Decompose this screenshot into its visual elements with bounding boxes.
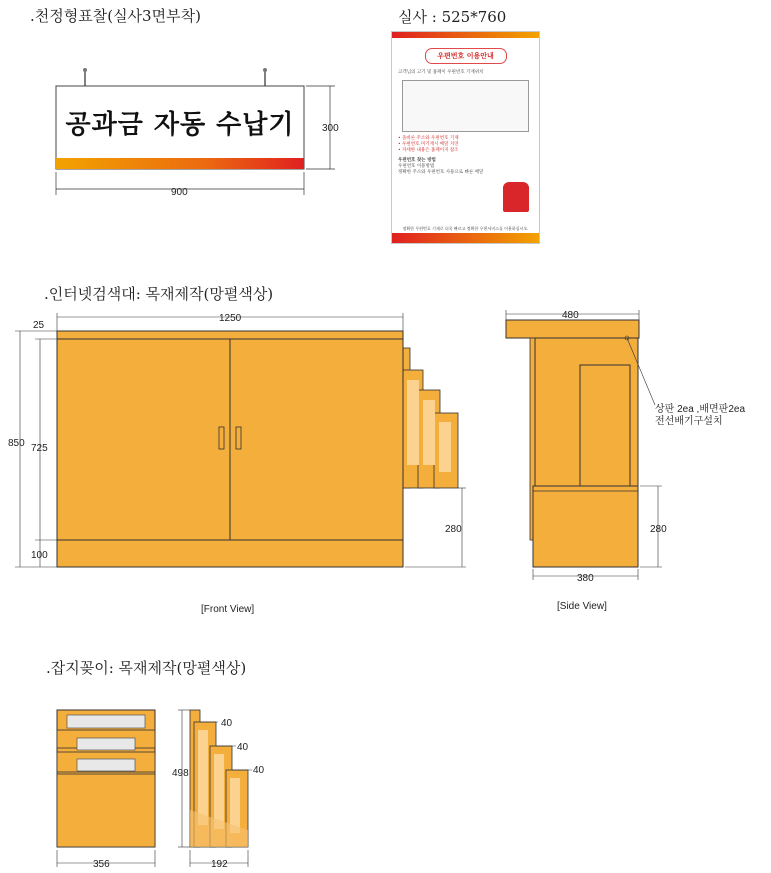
side-note-line1: 상판 2ea ,배면판2ea (655, 404, 746, 415)
side-view-label: [Side View] (557, 601, 607, 612)
sign-text: 공과금 자동 수납기 (65, 110, 295, 140)
rack-width-dim: 356 (93, 859, 110, 870)
desk-side-view (506, 310, 662, 580)
poster-envelope-diagram (402, 80, 529, 132)
poster-top-bar (392, 32, 539, 38)
rack-height-dim: 498 (172, 768, 189, 779)
front-view-label: [Front View] (201, 604, 255, 615)
desk-total-height-dim: 850 (8, 438, 25, 449)
poster-red-line-3: • 자세한 내용은 홈페이지 참조 (398, 148, 459, 153)
rack-section-title: .잡지꽂이: 목재제작(망펼색상) (46, 659, 247, 677)
desk-top-dim: 25 (33, 320, 45, 331)
poster-line-2: 우편번호 이용방법 (398, 164, 435, 169)
poster-section-title: 실사 : 525*760 (398, 8, 507, 26)
sign-section-title: .천정형표찰(실사3면부착) (30, 7, 201, 25)
poster-bottom-bar (392, 233, 539, 243)
door-handle-left (219, 427, 224, 449)
door-handle-right (236, 427, 241, 449)
magazine-rack-side (178, 710, 252, 867)
desk-rack-dim: 280 (445, 524, 462, 535)
desk-front-view (15, 313, 466, 567)
poster-heading: 우편번호 이용안내 (425, 48, 507, 64)
desk-body-dim: 725 (31, 443, 48, 454)
poster-footer: 정확한 우편번호 기재로 더욱 빠르고 정확한 우편서비스를 이용하십시오. (402, 226, 529, 231)
poster-section2: 우편번호 찾는 방법 (398, 158, 436, 163)
side-rack-dim: 280 (650, 524, 667, 535)
poster-thumbnail (391, 31, 540, 244)
rack-step3-dim: 40 (253, 765, 265, 776)
rack-step2-dim: 40 (237, 742, 249, 753)
side-top-width-dim: 480 (562, 310, 579, 321)
poster-red-line-2: • 우편번호 미기재시 배달 지연 (398, 142, 459, 147)
sign-height-dim: 300 (322, 123, 339, 134)
poster-red-line-1: • 올바른 주소와 우편번호 기재 (398, 136, 459, 141)
side-bottom-width-dim: 380 (577, 573, 594, 584)
desk-base-dim: 100 (31, 550, 48, 561)
mailbox-icon (503, 182, 529, 212)
desk-section-title: .인터넷검색대: 목재제작(망펼색상) (44, 285, 274, 303)
sign-stripe (56, 158, 304, 169)
poster-line-1: 고객님의 고기 및 홈페이 우편번호 기재위치 (398, 70, 484, 75)
sign-width-dim: 900 (171, 187, 188, 198)
magazine-rack-front (57, 710, 155, 867)
desk-width-dim: 1250 (219, 313, 242, 324)
side-note-line2: 전선배기구설치 (655, 416, 723, 427)
rack-step1-dim: 40 (221, 718, 233, 729)
rack-depth-dim: 192 (211, 859, 228, 870)
poster-line-3: 정확한 주소와 우편번호 사용으로 빠른 배달 (398, 170, 484, 175)
